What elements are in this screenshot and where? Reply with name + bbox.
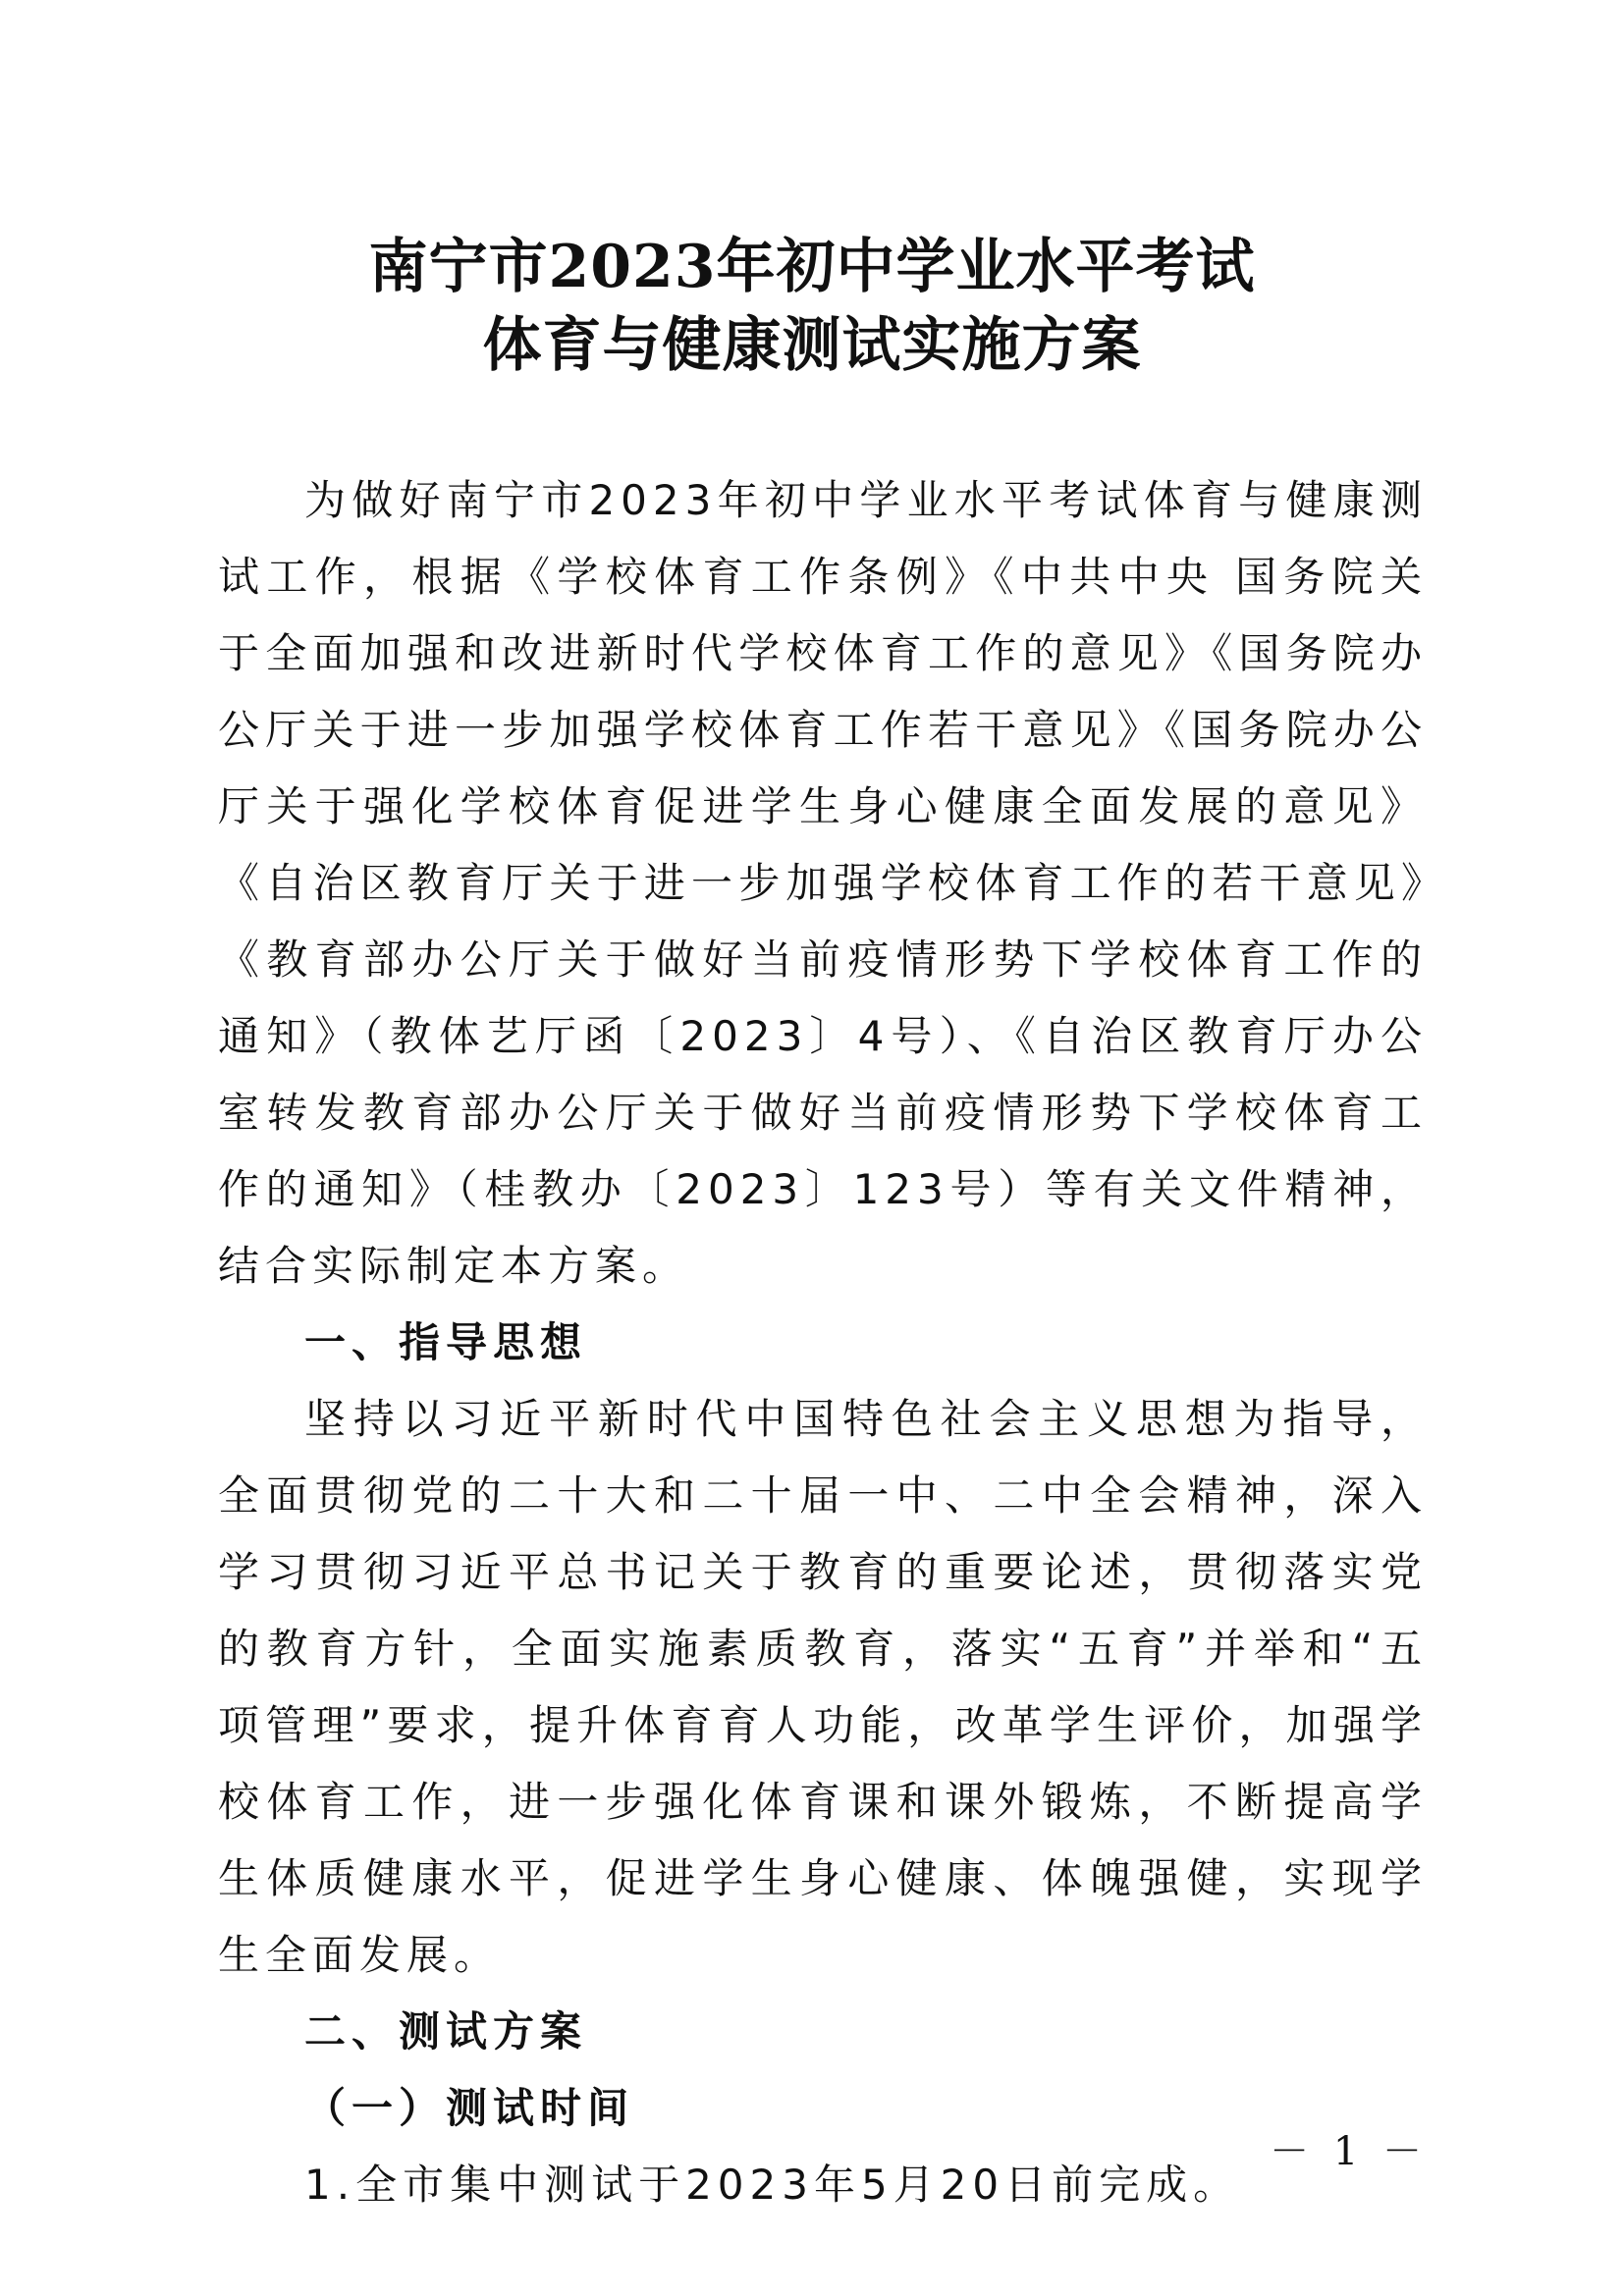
document-title-line1: 南宁市2023年初中学业水平考试 <box>368 233 1256 301</box>
section2-heading: 二、测试方案 <box>304 2007 588 2056</box>
intro-paragraph: 为做好南宁市2023年初中学业水平考试体育与健康测试工作，根据《学校体育工作条例》《中共中央 国务院关于全面加强和改进新时代学校体育工作的意见》《国务院办公厅关于进一步加强学校体育工作若干意见》《国务院办公厅关于强化学校体育促进学生身心健康全面发展的意见》《自治区教育厅关于进一步加强学校体育工作的若干意见》《教育部办公厅关于做好当前疫情形势下学校体育工作的通知》（教体艺厅函〔2023〕4号）、《自治区教育厅办公室转发教育部办公厅关于做好当前疫情形势下学校体育工作的通知》（桂教办〔2023〕123号）等有关文件精神，结合实际制定本方案。 <box>218 476 1428 1290</box>
section2-sub1-item1: 1.全市集中测试于2023年5月20日前完成。 <box>304 2161 1241 2209</box>
section1-paragraph: 坚持以习近平新时代中国特色社会主义思想为指导，全面贯彻党的二十大和二十届一中、二中全会精神，深入学习贯彻习近平总书记关于教育的重要论述，贯彻落实党的教育方针，全面实施素质教育，落实“五育”并举和“五项管理”要求，提升体育育人功能，改革学生评价，加强学校体育工作，进一步强化体育课和课外锻炼，不断提高学生体质健康水平，促进学生身心健康、体魄强健，实现学生全面发展。 <box>218 1395 1428 1979</box>
page-number: － 1 － <box>1270 2129 1428 2174</box>
section1-heading: 一、指导思想 <box>304 1318 588 1366</box>
document-title-line2: 体育与健康测试实施方案 <box>482 311 1142 380</box>
document-body <box>218 462 1428 2223</box>
section2-sub1-heading: （一）测试时间 <box>304 2084 635 2132</box>
